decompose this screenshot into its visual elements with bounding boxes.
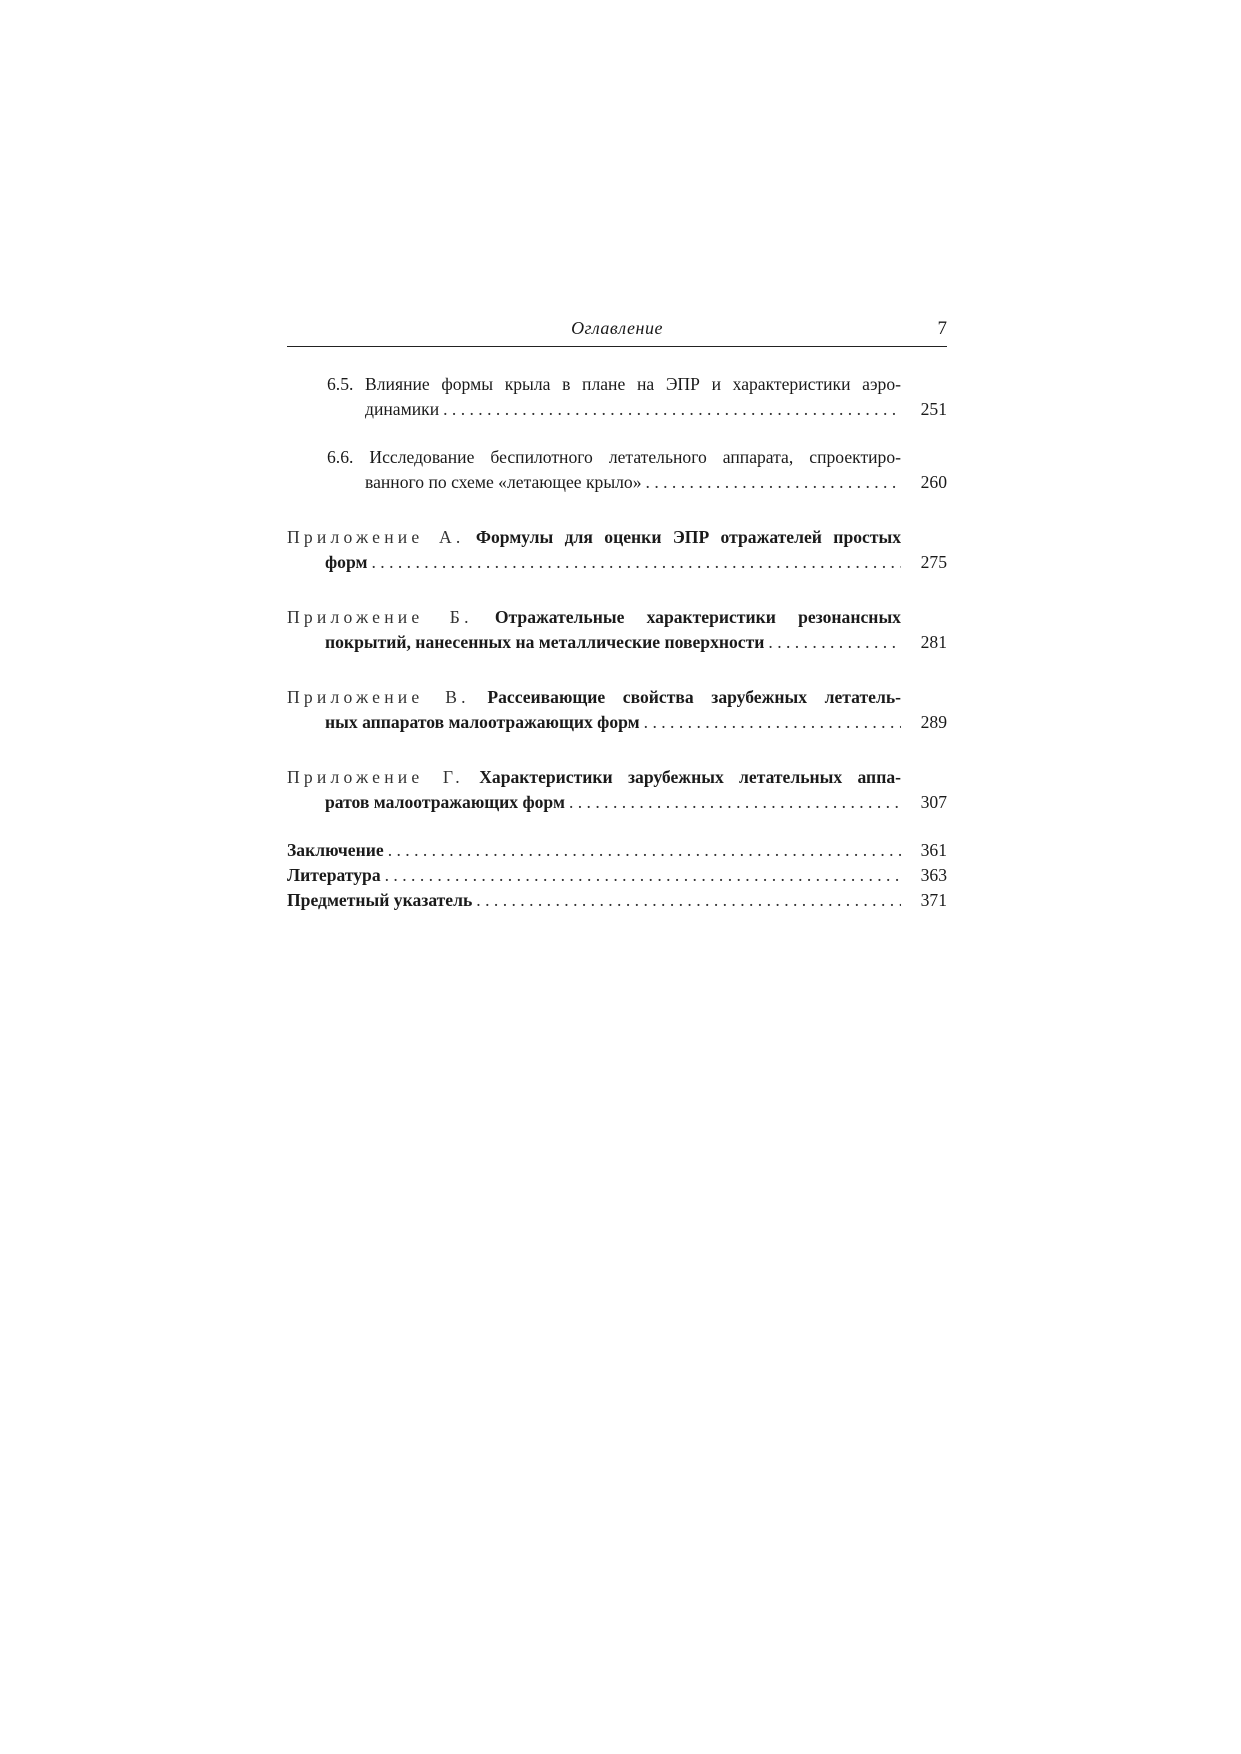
toc-entry-conclusion[interactable] [287, 838, 947, 863]
toc-entry-appendix-g[interactable] [287, 765, 947, 815]
section-title-part: динамики [365, 399, 440, 419]
toc-entry-6-6[interactable] [287, 445, 947, 495]
dot-leader [644, 710, 901, 735]
section-title-part: ванного по схеме «летающее крыло» [365, 472, 642, 492]
toc-entry-line [287, 550, 947, 575]
page-number: 275 [920, 552, 947, 572]
toc-entry-literature[interactable] [287, 863, 947, 888]
dot-leader [371, 550, 901, 575]
header-title: Оглавление [571, 318, 663, 338]
appendix-label: Приложение А. [287, 527, 465, 547]
dot-leader [476, 888, 901, 913]
toc-entry-line [327, 397, 947, 422]
dot-leader [768, 630, 901, 655]
dot-leader [569, 790, 901, 815]
toc-entry-line [287, 630, 947, 655]
toc-entry-line [287, 765, 947, 790]
dot-leader [385, 863, 901, 888]
appendix-title-part: Рассеивающие свойства зарубежных летатель- [487, 687, 901, 707]
toc-entry-line [287, 863, 947, 888]
section-number: 6.6. [327, 447, 354, 467]
appendix-title-part: ратов малоотражающих форм [325, 792, 565, 812]
chapter-title: Литература [287, 865, 381, 885]
appendix-title-part: Отражательные характеристики резонансных [494, 607, 901, 627]
header-page-number: 7 [937, 318, 947, 339]
appendix-title-part: покрытий, нанесенных на металлические поверхности [325, 632, 765, 652]
page-number: 371 [920, 890, 947, 910]
toc-entry-line [287, 838, 947, 863]
page-number: 281 [920, 632, 947, 652]
toc-entry-line [327, 372, 947, 397]
running-header [287, 318, 947, 347]
page-number: 363 [920, 865, 947, 885]
toc-entry-line [287, 790, 947, 815]
page-number: 251 [920, 399, 947, 419]
appendix-title-part: форм [325, 552, 368, 572]
appendix-label: Приложение В. [287, 687, 470, 707]
toc-entry-appendix-a[interactable] [287, 525, 947, 575]
dot-leader [388, 838, 901, 863]
appendix-label: Приложение Б. [287, 607, 473, 627]
toc-entry-line [327, 470, 947, 495]
toc-entry-6-5[interactable] [287, 372, 947, 422]
table-of-contents [287, 372, 947, 913]
toc-entry-appendix-v[interactable] [287, 685, 947, 735]
chapter-title: Заключение [287, 840, 384, 860]
dot-leader [646, 470, 901, 495]
page-number: 361 [920, 840, 947, 860]
page-number: 289 [920, 712, 947, 732]
toc-entry-subject-index[interactable] [287, 888, 947, 913]
section-title-part: Влияние формы крыла в плане на ЭПР и характеристики аэро- [365, 374, 901, 394]
appendix-label: Приложение Г. [287, 767, 464, 787]
chapter-title: Предметный указатель [287, 890, 473, 910]
page-number: 260 [920, 472, 947, 492]
toc-entry-line [287, 685, 947, 710]
toc-entry-line [287, 525, 947, 550]
toc-entry-line [287, 605, 947, 630]
appendix-title-part: Характеристики зарубежных летательных аппа- [479, 767, 901, 787]
appendix-title-part: ных аппаратов малоотражающих форм [325, 712, 640, 732]
section-title-part: Исследование беспилотного летательного аппарата, спроектиро- [369, 447, 901, 467]
toc-entry-line [287, 888, 947, 913]
dot-leader [443, 397, 901, 422]
section-number: 6.5. [327, 374, 354, 394]
toc-entry-line [327, 445, 947, 470]
page-number: 307 [920, 792, 947, 812]
toc-entry-appendix-b[interactable] [287, 605, 947, 655]
toc-entry-line [287, 710, 947, 735]
appendix-title-part: Формулы для оценки ЭПР отражателей простых [475, 527, 902, 547]
